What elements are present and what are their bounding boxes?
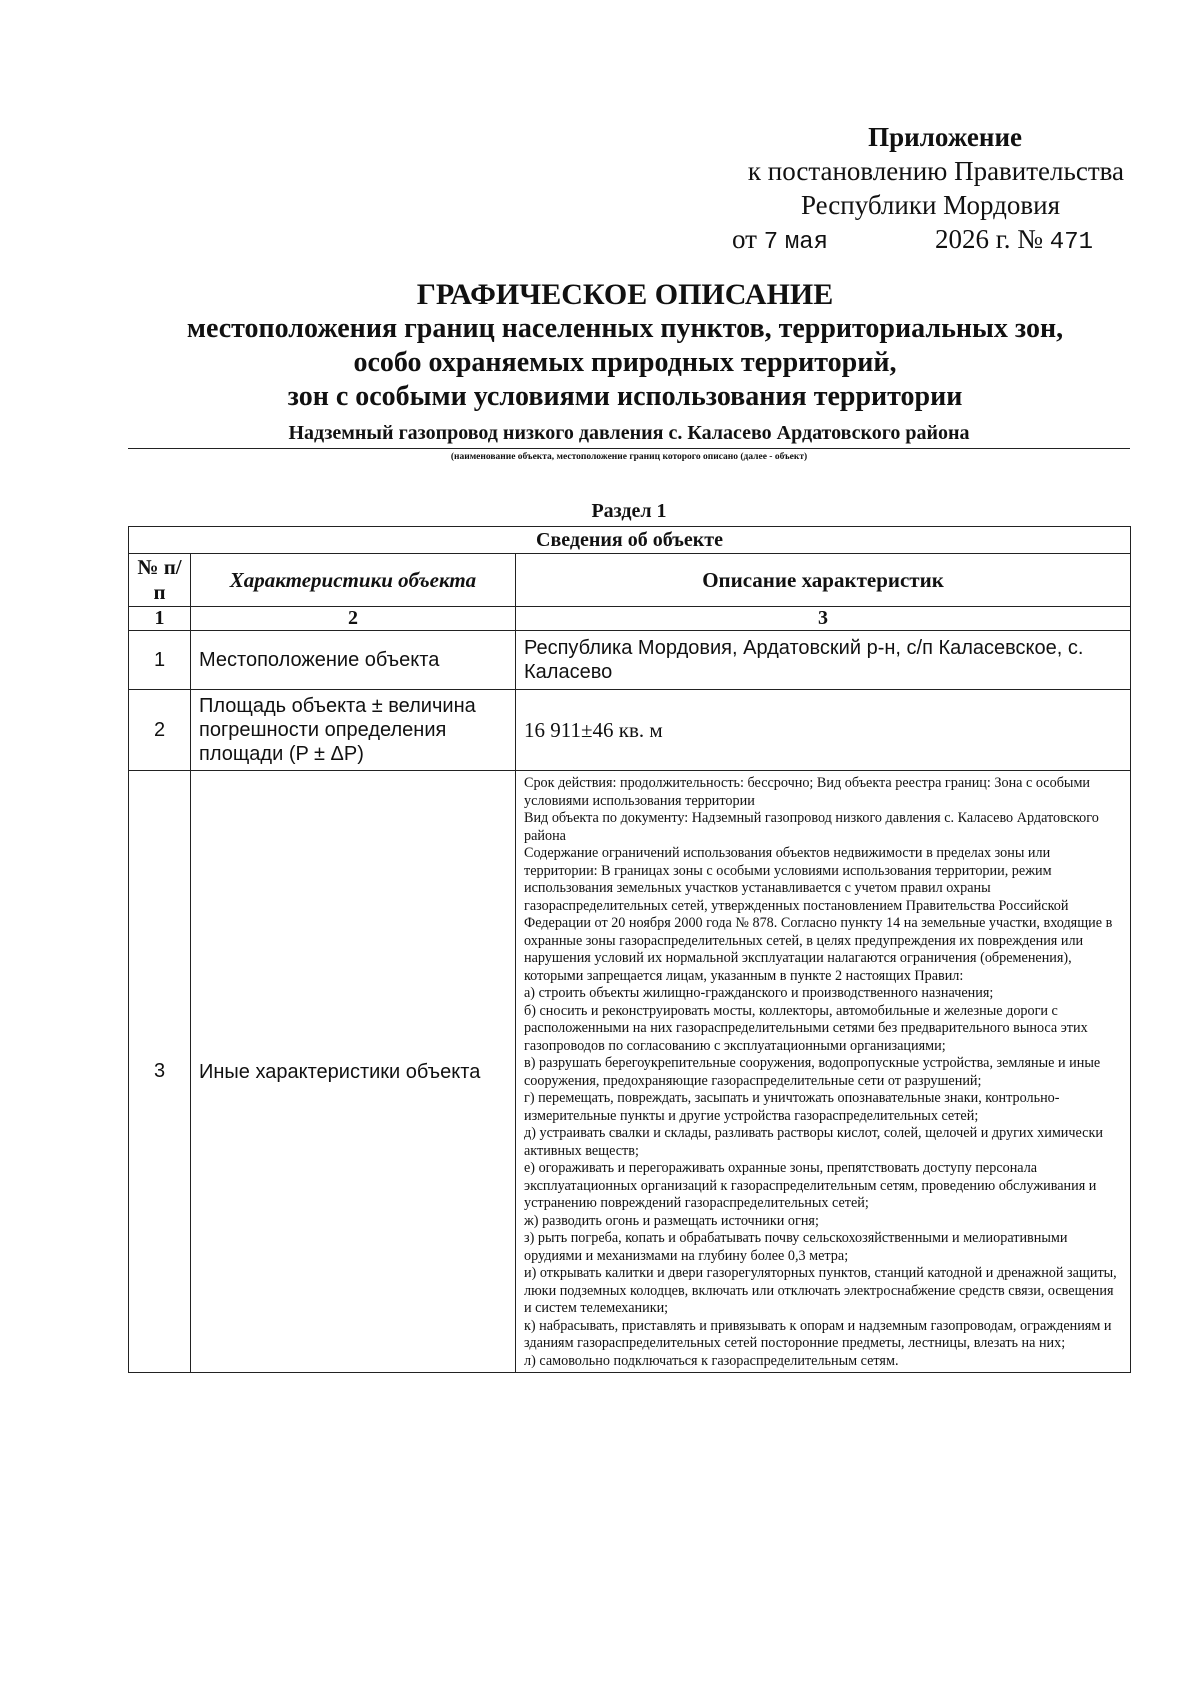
description-paragraph: а) строить объекты жилищно-гражданского и производственного назначения; [524, 985, 994, 1001]
title-line-4: зон с особыми условиями использования территории [287, 381, 963, 412]
date-year: 2026 г. № [935, 224, 1044, 254]
object-name-rule [128, 448, 1130, 449]
row-characteristic: Иные характеристики объекта [191, 771, 516, 1373]
table-caption-row [129, 527, 1131, 554]
appendix-title: Приложение [868, 122, 1022, 152]
description-paragraph: з) рыть погреба, копать и обрабатывать почву сельскохозяйственными и мелиоративными орудиями и механизмами на глубину более 0,3 метра; [524, 1230, 1068, 1264]
description-paragraph: в) разрушать берегоукрепительные сооружения, водопропускные устройства, земляные и иные сооружения, предохраняющие газораспределительные сети от разрушений; [524, 1055, 1101, 1089]
column-number-row [129, 607, 1131, 631]
description-paragraph: к) набрасывать, приставлять и привязывать к опорам и надземным газопроводам, ограждениям и зданиям газораспределительных сетей посторонние предметы, лестницы, влезать на них; [524, 1317, 1112, 1351]
row-characteristic: Местоположение объекта [191, 631, 516, 690]
description-paragraph: е) огораживать и перегораживать охранные зоны, препятствовать доступу персонала эксплуатационных организаций к газораспределительным сетям, проведению обслуживания и устранению повреждений газораспределительных сетей; [524, 1160, 1097, 1211]
column-number: 3 [516, 607, 1131, 631]
title-main: ГРАФИЧЕСКОЕ ОПИСАНИЕ [416, 278, 834, 311]
description-paragraph: г) перемещать, повреждать, засыпать и уничтожать опознавательные знаки, контрольно-измерительные пункты и другие устройства газораспределительных сетей; [524, 1090, 1060, 1124]
column-number: 2 [191, 607, 516, 631]
table-header-row [129, 554, 1131, 607]
col-header-description: Описание характеристик [516, 554, 1131, 607]
row-number: 1 [129, 631, 191, 690]
title-line-2: местоположения границ населенных пунктов, территориальных зон, [186, 313, 1064, 344]
row-characteristic: Площадь объекта ± величина погрешности определения площади (P ± ΔP) [191, 690, 516, 771]
description-paragraph: б) сносить и реконструировать мосты, коллекторы, автомобильные и железные дороги с расположенными на них газораспределительными сетями без предварительного выноса этих газопроводов по согласованию с эксплуатационными организациями; [524, 1002, 1088, 1054]
document-title [120, 278, 1130, 414]
area-value: 16 911±46 кв. м [524, 717, 663, 742]
object-name-caption: (наименование объекта, местоположение границ которого описано (далее - объект) [450, 452, 808, 462]
date-year-number [935, 222, 1093, 260]
table-row [129, 631, 1131, 690]
table-caption: Сведения об объекте [129, 527, 1131, 554]
table-row [129, 771, 1131, 1373]
description-paragraph: ж) разводить огонь и размещать источники огня; [524, 1212, 819, 1229]
document-number: 471 [1049, 229, 1094, 256]
appendix-date-line [700, 222, 1130, 260]
description-paragraph: Содержание ограничений использования объектов недвижимости в пределах зоны или территории: В границах зоны с особыми условиями использования территории, режим использования земельных участков устанавливается с учетом правил охраны газораспределительных сетей, утвержденных постановлением Правительства Российской Федерации от 20 ноября 2000 года № 878. Согласно пункту 14 на земельные участки, входящие в охранные зоны газораспределительных сетей, в целях предупреждения их повреждения или нарушения условий их нормальной эксплуатации налагаются ограничения (обременения), которыми запрещается лицам, указанным в пункте 2 настоящих Правил: [524, 845, 1113, 984]
date-prefix: от [732, 224, 757, 254]
row-description: Республика Мордовия, Ардатовский р-н, с/п Каласевское, с. Каласево [516, 631, 1131, 690]
row-number: 2 [129, 690, 191, 771]
date-month: мая [784, 229, 829, 256]
col-header-number: № п/п [129, 554, 191, 607]
object-info-table [128, 526, 1131, 1373]
appendix-line-resolution: к постановлению Правительства [747, 156, 1124, 186]
row-description [516, 771, 1131, 1373]
col-header-characteristic: Характеристики объекта [191, 554, 516, 607]
column-number: 1 [129, 607, 191, 631]
description-paragraph: Срок действия: продолжительность: бессрочно; Вид объекта реестра границ: Зона с особыми условиями использования территории [524, 775, 1091, 809]
row-number: 3 [129, 771, 191, 1373]
description-paragraph: и) открывать калитки и двери газорегуляторных пунктов, станций катодной и дренажной защиты, люки подземных колодцев, включать или отключать электроснабжение средств связи, освещения и систем телемеханики; [524, 1265, 1117, 1316]
title-line-3: особо охраняемых природных территорий, [353, 347, 897, 378]
row-description [516, 690, 1131, 771]
table-row [129, 690, 1131, 771]
appendix-header [700, 120, 1130, 260]
appendix-line-republic: Республики Мордовия [800, 190, 1060, 220]
description-paragraph: Вид объекта по документу: Надземный газопровод низкого давления с. Каласево Ардатовского района [524, 810, 1099, 844]
date-day: 7 [763, 229, 779, 256]
description-paragraph: д) устраивать свалки и склады, разливать растворы кислот, солей, щелочей и других химически активных веществ; [524, 1125, 1103, 1159]
object-name [128, 420, 1130, 446]
section-title: Раздел 1 [591, 500, 667, 522]
description-paragraph: л) самовольно подключаться к газораспределительным сетям. [524, 1352, 899, 1369]
object-name-text: Надземный газопровод низкого давления с. Каласево Ардатовского района [288, 422, 970, 444]
